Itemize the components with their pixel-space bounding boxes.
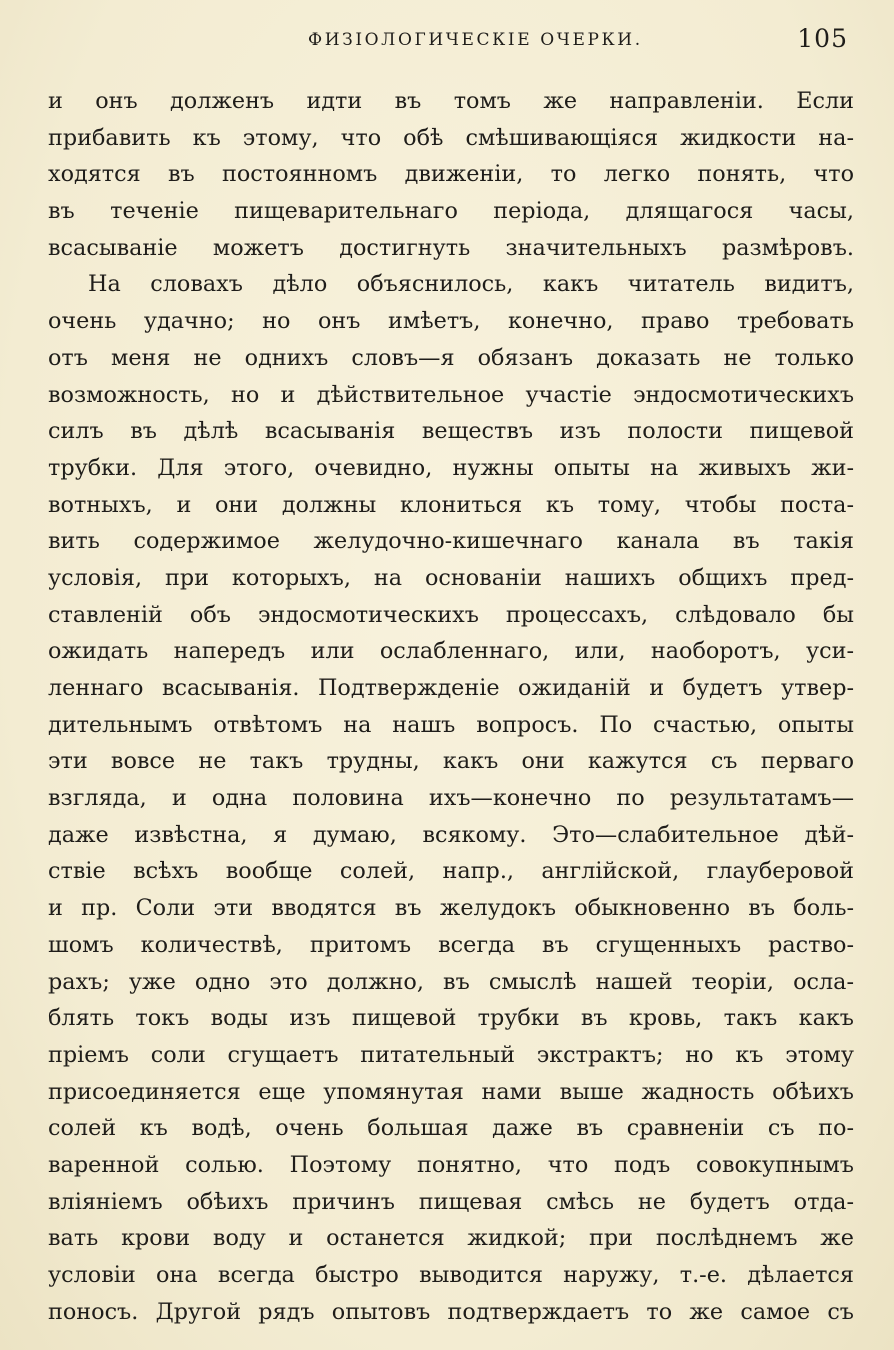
text-line: и пр. Соли эти вводятся въ желудокъ обыкновенно въ боль-: [48, 895, 854, 922]
paragraph-first-line: На словахъ дѣло объяснилось, какъ читатель видитъ,: [88, 271, 854, 298]
text-line: пріемъ соли сгущаетъ питательный экстрактъ; но къ этому: [48, 1041, 854, 1068]
text-line: трубки. Для этого, очевидно, нужны опыты на живыхъ жи-: [48, 454, 854, 481]
text-line: эти вовсе не такъ трудны, какъ они кажутся съ перваго: [48, 748, 854, 775]
text-line: леннаго всасыванія. Подтвержденіе ожиданій и будетъ утвер-: [48, 675, 854, 701]
text-line: шомъ количествѣ, притомъ всегда въ сгущенныхъ раство-: [48, 931, 854, 958]
text-line: взгляда, и одна половина ихъ—конечно по результатамъ—: [48, 785, 854, 812]
running-head: ФИЗІОЛОГИЧЕСКІЕ ОЧЕРКИ.: [308, 30, 643, 50]
text-line: дительнымъ отвѣтомъ на нашъ вопросъ. По счастью, опыты: [48, 711, 854, 738]
text-line: вотныхъ, и они должны клониться къ тому, чтобы поста-: [48, 491, 854, 518]
text-line: поносъ. Другой рядъ опытовъ подтверждаетъ то же самое съ: [48, 1298, 854, 1325]
text-line: присоединяется еще упомянутая нами выше жадность обѣихъ: [48, 1078, 854, 1105]
text-line: отъ меня не однихъ словъ—я обязанъ доказать не только: [48, 344, 854, 371]
page-header: [48, 26, 856, 56]
body-text: [48, 83, 854, 1330]
text-line: условіи она всегда быстро выводится наружу, т.-е. дѣлается: [48, 1262, 854, 1288]
text-line: ожидать напередъ или ослабленнаго, или, наоборотъ, уси-: [48, 638, 854, 665]
text-line: ходятся въ постоянномъ движеніи, то легко понять, что: [48, 161, 854, 188]
text-line: рахъ; уже одно это должно, въ смыслѣ нашей теоріи, осла-: [48, 968, 854, 995]
text-line: даже извѣстна, я думаю, всякому. Это—слабительное дѣй-: [48, 821, 854, 848]
text-line: всасываніе можетъ достигнуть значительныхъ размѣровъ.: [48, 234, 854, 261]
text-line: и онъ долженъ идти въ томъ же направленіи. Если: [48, 88, 854, 114]
text-line: условія, при которыхъ, на основаніи нашихъ общихъ пред-: [48, 564, 854, 591]
text-line: вать крови воду и останется жидкой; при послѣднемъ же: [48, 1225, 854, 1252]
text-line: силъ въ дѣлѣ всасыванія веществъ изъ полости пищевой: [48, 418, 854, 445]
text-line: возможность, но и дѣйствительное участіе эндосмотическихъ: [48, 381, 854, 408]
text-line: очень удачно; но онъ имѣетъ, конечно, право требовать: [48, 308, 854, 335]
text-line: ствіе всѣхъ вообще солей, напр., англійской, глауберовой: [48, 858, 854, 885]
text-line: прибавить къ этому, что обѣ смѣшивающіяся жидкости на-: [48, 124, 854, 151]
text-line: вить содержимое желудочно-кишечнаго канала въ такія: [48, 528, 854, 555]
text-line: ставленій объ эндосмотическихъ процессахъ, слѣдовало бы: [48, 601, 854, 628]
text-line: варенной солью. Поэтому понятно, что подъ совокупнымъ: [48, 1151, 854, 1178]
text-line: блять токъ воды изъ пищевой трубки въ кровь, такъ какъ: [48, 1005, 854, 1032]
text-line: вліяніемъ обѣихъ причинъ пищевая смѣсь не будетъ отда-: [48, 1188, 854, 1215]
text-line: солей къ водѣ, очень большая даже въ сравненіи съ по-: [48, 1115, 854, 1142]
text-line: въ теченіе пищеварительнаго періода, длящагося часы,: [48, 198, 854, 225]
page-number: 105: [797, 24, 848, 53]
